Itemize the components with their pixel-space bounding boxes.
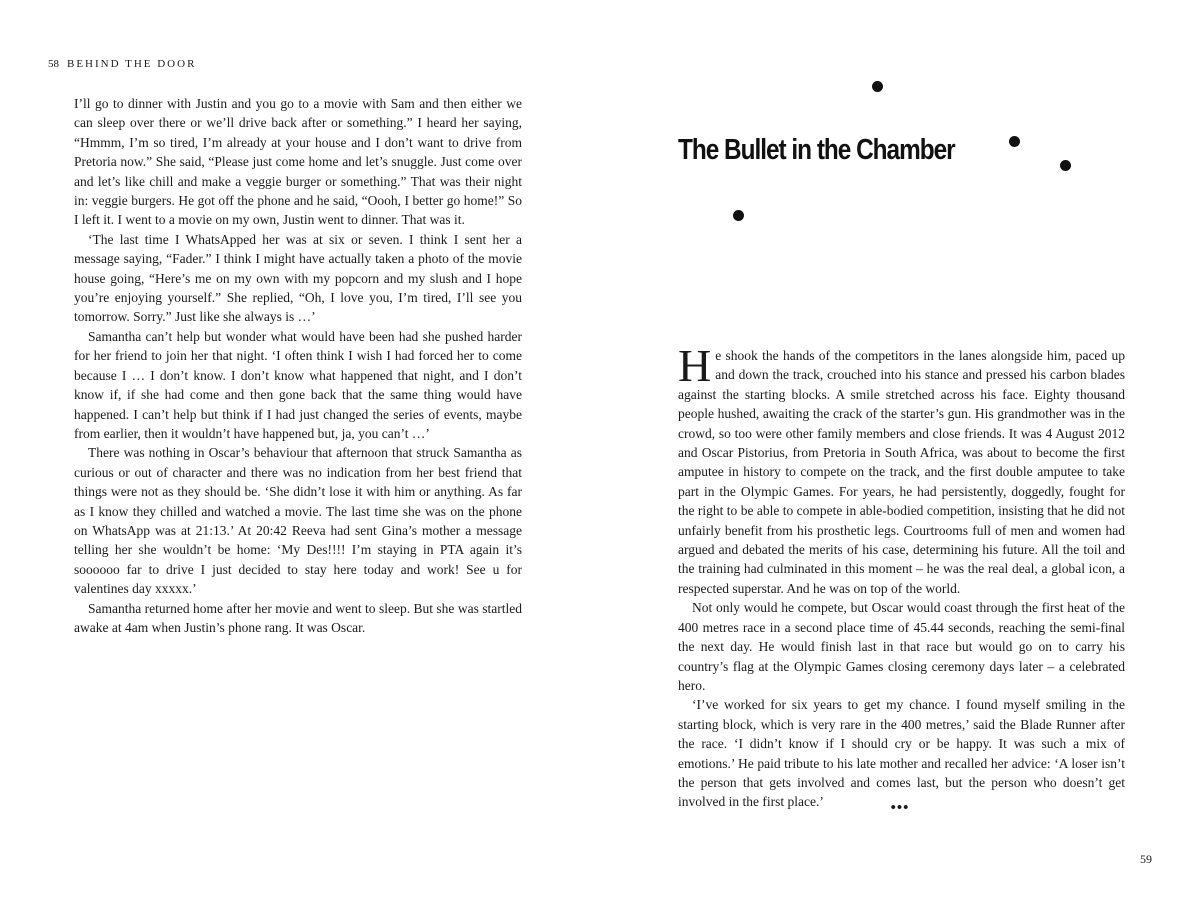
drop-cap: H xyxy=(678,340,712,391)
opening-paragraph-text: e shook the hands of the competitors in the lanes alongside him, paced up and down the track, crouched into his stance and pressed his carbon blades against the starting blocks. A smile stretched across his face. Eighty thousand people hushed, awaiting the crack of the starter’s gun. His grandmother was in the crowd, so too were other family members and close friends. It was 4 August 2012 and Oscar Pistorius, from Pretoria in South Africa, was about to become the first amputee in history to compete on the track, and the first double amputee to take part in the Olympic Games. For years, he had persistently, doggedly, fought for the right to be able to compete in able-bodied competition, insisting that he did not unfairly benefit from his prosthetic legs. Courtrooms full of men and women had argued and debated the merits of his case, determining his future. All the toil and the training had culminated in this moment – he was the real deal, a global icon, a respected superstar. And he was on top of the world. xyxy=(678,348,1125,596)
bullet-hole-dot-icon xyxy=(1060,160,1071,171)
right-body-text xyxy=(678,340,1125,812)
opening-paragraph xyxy=(678,340,1125,598)
running-head xyxy=(48,58,196,70)
paragraph: Samantha returned home after her movie and went to sleep. But she was startled awake at 4am when Justin’s phone rang. It was Oscar. xyxy=(74,600,522,635)
paragraph: Not only would he compete, but Oscar would coast through the first heat of the 400 metres race in a second place time of 45.44 seconds, reaching the semi-final the next day. He would finish last in that race but would go on to carry his country’s flag at the Olympic Games closing ceremony days later – a celebrated hero. xyxy=(678,600,1125,693)
paragraph: I’ll go to dinner with Justin and you go to a movie with Sam and then either we can sleep over there or we’ll drive back after or something.” I heard her saying, “Hmmm, I’m so tired, I’m already at your house and I don’t want to drive from Pretoria now.” She said, “Please just come home and let’s snuggle. Just come over and let’s like chill and make a veggie burger or something.” That was their night in: veggie burgers. He got off the phone and he said, “Oooh, I better go home!” So I left it. I went to a movie on my own, Justin went to dinner. That was it. xyxy=(74,96,522,228)
bullet-hole-dot-icon xyxy=(733,210,744,221)
paragraph: ‘I’ve worked for six years to get my chance. I found myself smiling in the starting block, which is very rare in the 400 metres,’ said the Blade Runner after the race. ‘I didn’t know if I should cry or be happy. It was such a mix of emotions.’ He paid tribute to his late mother and recalled her advice: ‘A loser isn’t the person that gets involved and comes last, but the person who doesn’t get involved in the first place.’ xyxy=(678,697,1125,810)
left-body-text xyxy=(74,94,522,637)
bullet-hole-dot-icon xyxy=(872,81,883,92)
page-number-right: 59 xyxy=(1140,852,1152,866)
bullet-hole-dot-icon xyxy=(1009,136,1020,147)
running-head-title: BEHIND THE DOOR xyxy=(67,58,197,70)
paragraph: There was nothing in Oscar’s behaviour that afternoon that struck Samantha as curious or out of character and there was no indication from her best friend that things were not as they should be. ‘She didn’t lose it with him or anything. As far as I know they chilled and watched a movie. The last time she was on the phone on WhatsApp was at 21:13.’ At 20:42 Reeva had sent Gina’s mother a message telling her she wouldn’t be home: ‘My Des!!!! I’m staying in PTA again it’s soooooo far to drive I just decided to stay here today and work! See u for valentines day xxxxx.’ xyxy=(74,445,522,597)
chapter-title: The Bullet in the Chamber xyxy=(678,134,955,166)
paragraph: ‘The last time I WhatsApped her was at six or seven. I think I sent her a message saying, “Fader.” I think I might have actually taken a photo of the movie house going, “Here’s me on my own with my popcorn and my slush and I hope you’re enjoying yourself.” She replied, “Oh, I love you, I’m tired, I’ll see you tomorrow. Sorry.” Just like she always is …’ xyxy=(74,231,522,325)
page-number-left: 58 xyxy=(48,58,59,70)
section-break-ornament: ••• xyxy=(890,800,910,816)
paragraph: Samantha can’t help but wonder what would have been had she pushed harder for her friend to join her that night. ‘I often think I wish I had forced her to come because I … I don’t know. I don’t know what happened that night, and I don’t know if, if she had come and then gone back that the same thing would have happened. I can’t help but think if I had just changed the series of events, maybe from earlier, then it wouldn’t have happened but, ja, you can’t …’ xyxy=(74,328,522,441)
right-page xyxy=(600,0,1200,917)
